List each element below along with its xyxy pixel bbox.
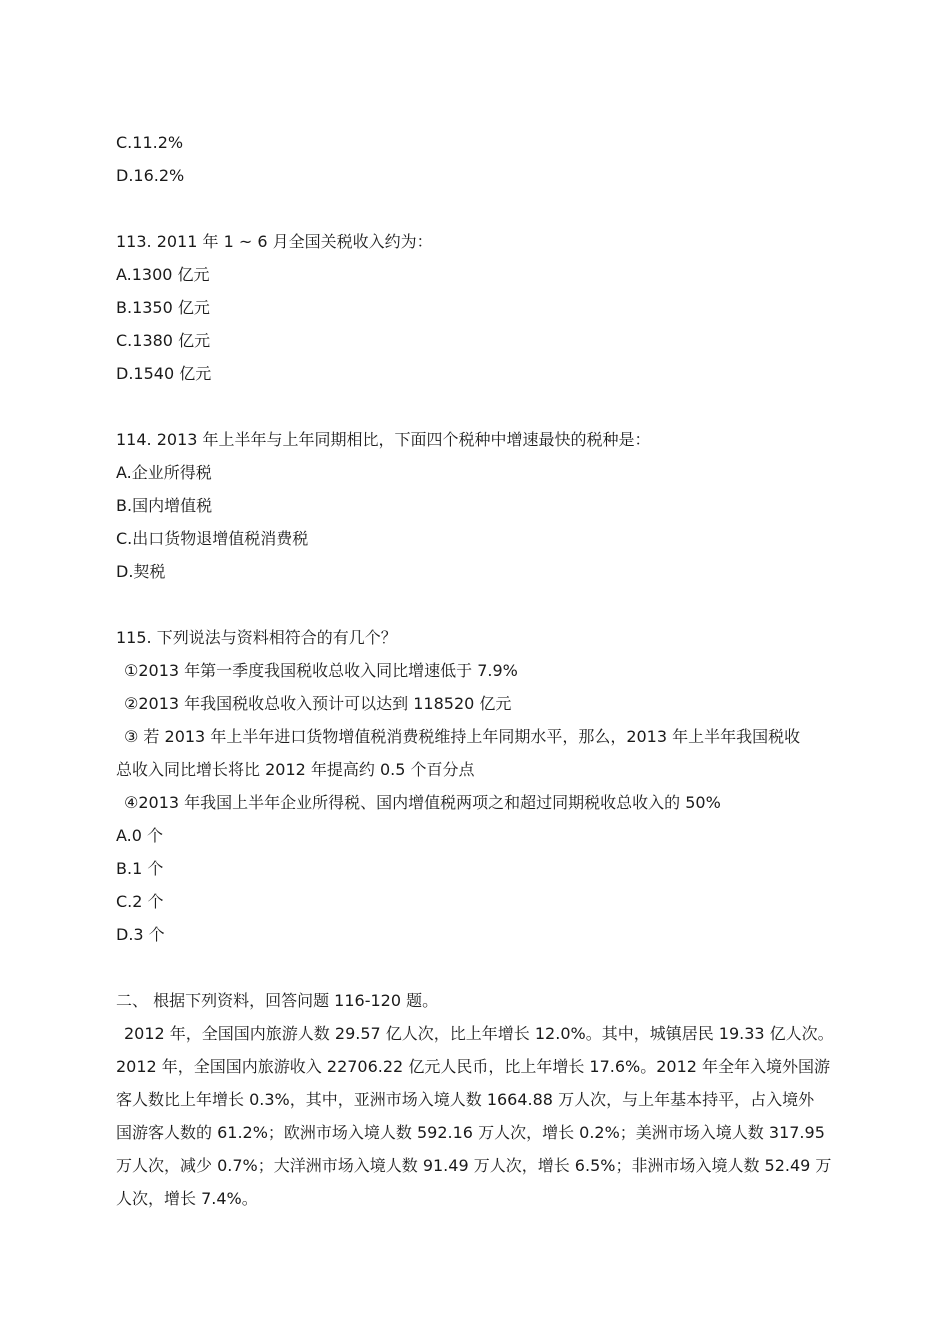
- q114-option-c: C.出口货物退增值税消费税: [116, 529, 309, 548]
- q113-option-b: B.1350 亿元: [116, 298, 210, 317]
- section2-paragraph-line-1: 2012 年，全国国内旅游人数 29.57 亿人次，比上年增长 12.0%。其中，城镇居民 19.33 亿人次。: [124, 1024, 834, 1043]
- q115-option-a: A.0 个: [116, 826, 164, 845]
- q114-option-a: A.企业所得税: [116, 463, 212, 482]
- document-page: [116, 126, 836, 1215]
- q115-statement-4: ④2013 年我国上半年企业所得税、国内增值税两项之和超过同期税收总收入的 50%: [124, 793, 721, 812]
- q113-option-d: D.1540 亿元: [116, 364, 212, 383]
- q115-stem: 115. 下列说法与资料相符合的有几个？: [116, 628, 397, 647]
- q115-option-c: C.2 个: [116, 892, 164, 911]
- spacer: [116, 390, 836, 423]
- q114-stem: 114. 2013 年上半年与上年同期相比，下面四个税种中增速最快的税种是：: [116, 430, 651, 449]
- q113-stem: 113. 2011 年 1 ~ 6 月全国关税收入约为：: [116, 232, 433, 251]
- q115-statement-3: ③ 若 2013 年上半年进口货物增值税消费税维持上年同期水平，那么，2013 年上半年我国税收: [124, 727, 801, 746]
- q115-statement-1: ①2013 年第一季度我国税收总收入同比增速低于 7.9%: [124, 661, 518, 680]
- q113-option-a: A.1300 亿元: [116, 265, 210, 284]
- section2-paragraph-line-6: 人次，增长 7.4%。: [116, 1189, 258, 1208]
- section2-paragraph-line-4: 国游客人数的 61.2%；欧洲市场入境人数 592.16 万人次，增长 0.2%；美洲市场入境人数 317.95: [116, 1123, 825, 1142]
- spacer: [116, 192, 836, 225]
- q115-statement-3-cont: 总收入同比增长将比 2012 年提高约 0.5 个百分点: [116, 760, 475, 779]
- spacer: [116, 951, 836, 984]
- q115-option-b: B.1 个: [116, 859, 164, 878]
- q114-option-b: B.国内增值税: [116, 496, 213, 515]
- spacer: [116, 588, 836, 621]
- q113-option-c: C.1380 亿元: [116, 331, 211, 350]
- section2-heading: 二、 根据下列资料，回答问题 116-120 题。: [116, 991, 439, 1010]
- section2-paragraph-line-5: 万人次，减少 0.7%；大洋洲市场入境人数 91.49 万人次，增长 6.5%；非洲市场入境人数 52.49 万: [116, 1156, 832, 1175]
- section2-paragraph-line-3: 客人数比上年增长 0.3%，其中，亚洲市场入境人数 1664.88 万人次，与上年基本持平，占入境外: [116, 1090, 815, 1109]
- section2-paragraph-line-2: 2012 年，全国国内旅游收入 22706.22 亿元人民币，比上年增长 17.6%。2012 年全年入境外国游: [116, 1057, 831, 1076]
- q114-option-d: D.契税: [116, 562, 166, 581]
- q112-option-d: D.16.2%: [116, 166, 185, 185]
- q115-statement-2: ②2013 年我国税收总收入预计可以达到 118520 亿元: [124, 694, 512, 713]
- q115-option-d: D.3 个: [116, 925, 165, 944]
- q112-option-c: C.11.2%: [116, 133, 184, 152]
